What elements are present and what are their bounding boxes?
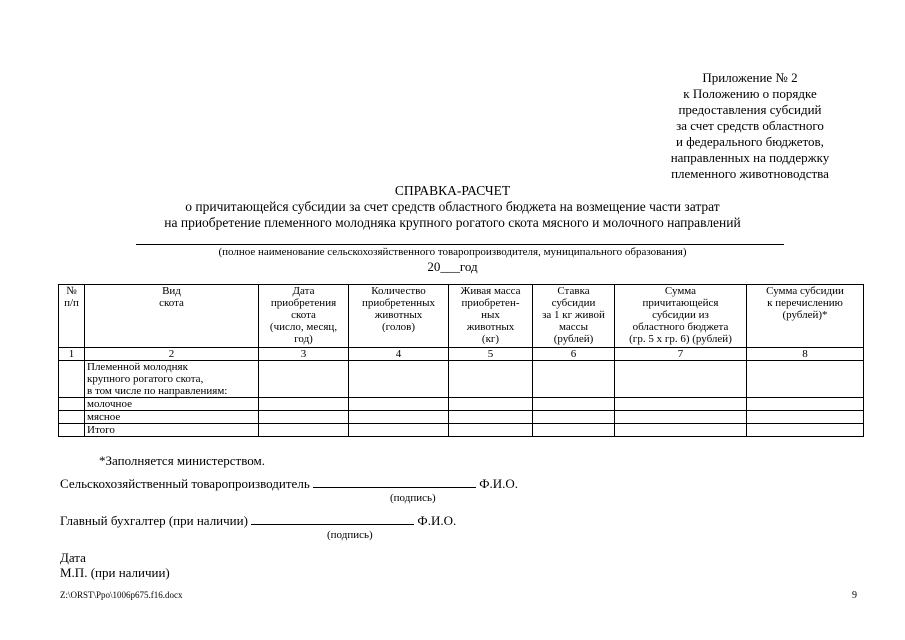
table-cell xyxy=(349,411,449,424)
table-cell xyxy=(349,361,449,398)
table-cell xyxy=(449,361,533,398)
table-cell xyxy=(747,398,864,411)
column-number: 6 xyxy=(533,348,615,361)
producer-name-line xyxy=(136,244,784,245)
producer-fio: Ф.И.О. xyxy=(479,476,519,491)
table-cell xyxy=(259,398,349,411)
table-cell xyxy=(59,424,85,437)
table-cell xyxy=(533,398,615,411)
table-row xyxy=(59,398,864,411)
table-cell xyxy=(449,424,533,437)
document-subtitle-line: о причитающейся субсидии за счет средств областного бюджета на возмещение части затрат xyxy=(185,199,720,214)
column-number-row xyxy=(59,348,864,361)
document-title-block xyxy=(0,183,905,231)
column-number: 4 xyxy=(349,348,449,361)
table-row xyxy=(59,424,864,437)
producer-label: Сельскохозяйственный товаропроизводитель xyxy=(60,476,310,491)
appendix-line: за счет средств областного xyxy=(676,118,824,133)
table-row xyxy=(59,361,864,398)
table-cell xyxy=(747,411,864,424)
column-header: Ставка субсидии за 1 кг живой массы (рублей) xyxy=(533,285,615,348)
column-number: 1 xyxy=(59,348,85,361)
date-label: Дата xyxy=(60,550,86,565)
stamp-label: М.П. (при наличии) xyxy=(60,565,170,580)
producer-signature-line xyxy=(60,476,518,492)
column-number: 7 xyxy=(615,348,747,361)
producer-name-caption: (полное наименование сельскохозяйственного товаропроизводителя, муниципального образования) xyxy=(218,246,687,258)
table-cell xyxy=(59,398,85,411)
column-header: № п/п xyxy=(59,285,85,348)
table-cell xyxy=(449,411,533,424)
file-path-footer: Z:\ORST\Ppo\1006p675.f16.docx xyxy=(60,590,183,600)
column-number: 3 xyxy=(259,348,349,361)
year-field: 20___год xyxy=(427,259,478,274)
table-cell xyxy=(259,424,349,437)
table-cell xyxy=(533,361,615,398)
appendix-line: племенного животноводства xyxy=(671,166,829,181)
appendix-line: Приложение № 2 xyxy=(702,70,798,85)
column-header: Количество приобретенных животных (голов) xyxy=(349,285,449,348)
signature-caption: (подпись) xyxy=(327,529,373,541)
column-header: Живая масса приобретен- ных животных (кг) xyxy=(449,285,533,348)
row-label: молочное xyxy=(85,398,259,411)
signature-caption: (подпись) xyxy=(390,492,436,504)
subsidy-table xyxy=(58,284,864,437)
column-header: Вид скота xyxy=(85,285,259,348)
table-cell xyxy=(349,424,449,437)
table-cell xyxy=(449,398,533,411)
table-cell xyxy=(615,411,747,424)
appendix-line: и федерального бюджетов, xyxy=(676,134,824,149)
table-cell xyxy=(59,361,85,398)
column-header: Дата приобретения скота (число, месяц, год) xyxy=(259,285,349,348)
signature-blank xyxy=(251,524,414,525)
column-number: 2 xyxy=(85,348,259,361)
table-cell xyxy=(533,411,615,424)
column-header: Сумма причитающейся субсидии из областного бюджета (гр. 5 x гр. 6) (рублей) xyxy=(615,285,747,348)
table-cell xyxy=(259,361,349,398)
column-header: Сумма субсидии к перечислению (рублей)* xyxy=(747,285,864,348)
accountant-signature-line xyxy=(60,513,456,529)
table-cell xyxy=(615,424,747,437)
row-label: Итого xyxy=(85,424,259,437)
table-cell xyxy=(747,361,864,398)
accountant-label: Главный бухгалтер (при наличии) xyxy=(60,513,248,528)
appendix-line: направленных на поддержку xyxy=(670,150,830,165)
table-cell xyxy=(533,424,615,437)
row-label: Племенной молодняк крупного рогатого скота, в том числе по направлениям: xyxy=(85,361,259,398)
footnote: *Заполняется министерством. xyxy=(99,453,265,468)
document-subtitle-line: на приобретение племенного молодняка крупного рогатого скота мясного и молочного направлений xyxy=(164,215,741,230)
appendix-block xyxy=(600,70,900,182)
column-number: 8 xyxy=(747,348,864,361)
table-cell xyxy=(615,398,747,411)
row-label: мясное xyxy=(85,411,259,424)
table-cell xyxy=(59,411,85,424)
document-title: СПРАВКА-РАСЧЕТ xyxy=(394,183,511,198)
appendix-line: предоставления субсидий xyxy=(678,102,822,117)
table-cell xyxy=(747,424,864,437)
table-cell xyxy=(615,361,747,398)
page-number: 9 xyxy=(852,590,857,601)
table-cell xyxy=(259,411,349,424)
table-cell xyxy=(349,398,449,411)
column-number: 5 xyxy=(449,348,533,361)
signature-blank xyxy=(313,487,476,488)
accountant-fio: Ф.И.О. xyxy=(417,513,457,528)
appendix-line: к Положению о порядке xyxy=(683,86,817,101)
table-row xyxy=(59,411,864,424)
table-header-row xyxy=(59,285,864,348)
